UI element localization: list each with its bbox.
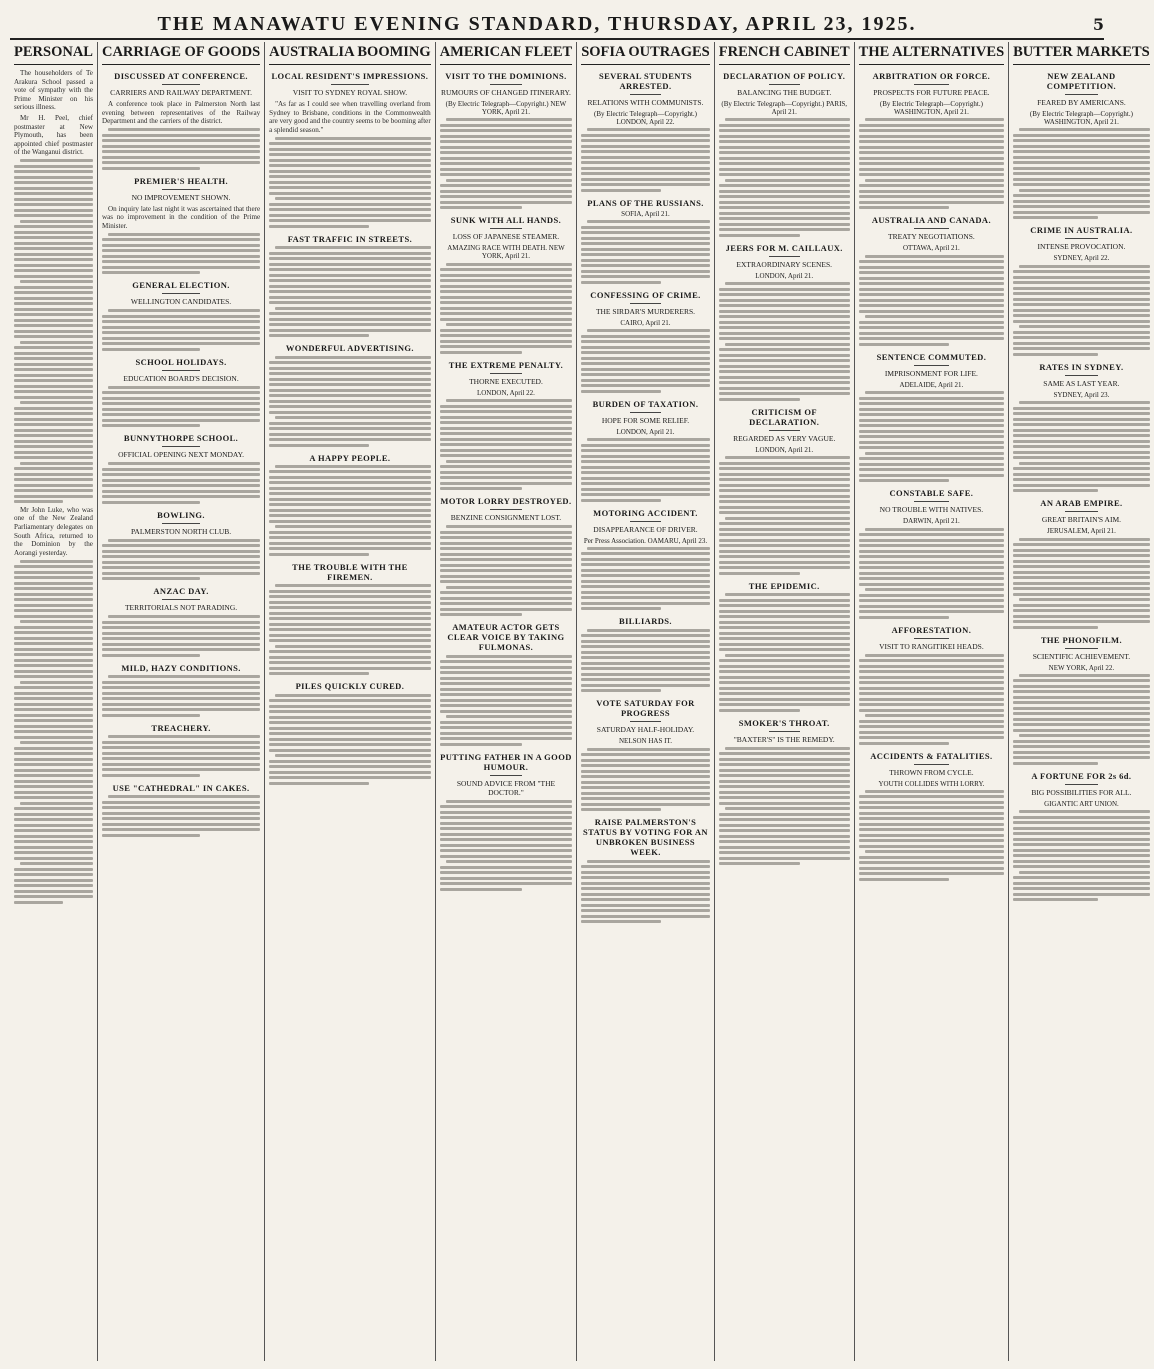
article-dateline: OTTAWA, April 21. <box>902 244 960 253</box>
article <box>1013 635 1150 765</box>
article <box>1013 771 1150 901</box>
article-headline: A HAPPY PEOPLE. <box>309 452 391 463</box>
article-subheadline: RUMOURS OF CHANGED ITINERARY. <box>441 88 571 97</box>
body-copy-lines <box>859 255 1004 346</box>
body-copy-lines <box>440 655 573 746</box>
newspaper-title: THE MANAWATU EVENING STANDARD, THURSDAY, APRIL 23, 1925. <box>157 12 917 35</box>
body-copy-lines <box>859 790 1004 881</box>
body-copy-lines <box>102 675 260 717</box>
body-copy-lines <box>859 391 1004 482</box>
article-headline: RATES IN SYDNEY. <box>1039 361 1124 372</box>
headline-rule <box>490 84 522 85</box>
article-dateline: (By Electric Telegraph—Copyright.) WASHINGTON, April 21. <box>879 100 983 116</box>
article-subheadline: THE SIRDAR'S MURDERERS. <box>595 306 696 316</box>
article-subheadline: THORNE EXECUTED. <box>469 376 543 386</box>
article-dateline: NELSON HAS IT. <box>619 737 672 746</box>
article-headline: ARBITRATION OR FORCE. <box>872 71 991 81</box>
body-copy-lines <box>859 118 1004 209</box>
body-copy-lines <box>581 128 710 192</box>
article-headline: NEW ZEALAND COMPETITION. <box>1046 71 1117 91</box>
body-copy-lines <box>1013 810 1150 901</box>
article-dateline: JERUSALEM, April 21. <box>1047 527 1116 536</box>
body-copy-lines <box>269 584 431 675</box>
article-paragraph: On inquiry late last night it was ascertained that there was no improvement in the condition of the Prime Minister. <box>101 204 261 230</box>
article-headline: DECLARATION OF POLICY. <box>723 71 846 81</box>
article-headline: PUTTING FATHER IN A GOOD HUMOUR. <box>440 751 572 772</box>
article-dateline: SYDNEY, April 22. <box>1053 254 1110 263</box>
article-dateline: DARWIN, April 21. <box>903 517 960 526</box>
article-headline: LOCAL RESIDENT'S IMPRESSIONS. <box>271 71 429 81</box>
article-subheadline: BENZINE CONSIGNMENT LOST. <box>450 513 562 523</box>
headline-rule <box>914 228 949 229</box>
column-heading: FRENCH CABINET <box>719 42 850 65</box>
article <box>269 343 431 446</box>
article-headline: TREACHERY. <box>151 722 211 733</box>
column-1 <box>10 42 98 1361</box>
article-subheadline: VISIT TO SYDNEY ROYAL SHOW. <box>292 88 408 97</box>
article-headline: ANZAC DAY. <box>153 586 209 597</box>
headline-rule <box>1065 648 1098 649</box>
headline-rule <box>490 228 522 229</box>
page-number: 5 <box>1092 14 1104 34</box>
article-headline: BUNNYTHORPE SCHOOL. <box>123 433 239 444</box>
headline-rule <box>914 365 949 366</box>
column-3 <box>265 42 436 1361</box>
article-subheadline: EXTRAORDINARY SCENES. <box>736 259 832 269</box>
article-headline: PREMIER'S HEALTH. <box>134 175 228 186</box>
body-copy-lines <box>440 800 573 891</box>
article-paragraph: The householders of Te Arakura School passed a vote of sympathy with the Prime Minister on his serious illness. <box>14 69 93 112</box>
column-heading: CARRIAGE OF GOODS <box>102 42 260 65</box>
headline-rule <box>490 373 522 374</box>
headline-rule <box>914 764 949 765</box>
body-copy-lines <box>719 282 850 401</box>
body-copy-lines <box>440 118 573 209</box>
article <box>102 663 260 717</box>
headline-rule <box>630 303 661 304</box>
article <box>859 352 1004 482</box>
newspaper-columns <box>10 42 1150 1361</box>
article-headline: AFFORESTATION. <box>891 624 972 635</box>
article <box>440 215 573 353</box>
article-headline: USE "CATHEDRAL" IN CAKES. <box>112 782 250 793</box>
article-headline: VISIT TO THE DOMINIONS. <box>445 71 567 81</box>
article-headline: PLANS OF THE RUSSIANS. <box>587 197 704 208</box>
column-heading: THE ALTERNATIVES <box>859 42 1004 65</box>
article-headline: AN ARAB EMPIRE. <box>1040 498 1123 509</box>
headline-rule <box>769 256 800 257</box>
article <box>269 234 431 337</box>
article <box>102 433 260 504</box>
article <box>102 586 260 657</box>
article-dateline: Per Press Association. OAMARU, April 23. <box>583 536 708 545</box>
article-subheadline: SAME AS LAST YEAR. <box>1043 378 1120 388</box>
headline-rule <box>914 501 949 502</box>
headline-rule <box>162 523 200 524</box>
article-subheadline: IMPRISONMENT FOR LIFE. <box>884 368 978 378</box>
article-subheadline: DISAPPEARANCE OF DRIVER. <box>593 524 698 534</box>
article-subheadline: LOSS OF JAPANESE STEAMER. <box>452 232 560 242</box>
article <box>1013 71 1150 219</box>
article-dateline: (By Electric Telegraph—Copyright.) WASHINGTON, April 21. <box>1029 110 1133 126</box>
article-subheadline: PROSPECTS FOR FUTURE PEACE. <box>873 88 990 97</box>
article-headline: AMATEUR ACTOR GETS CLEAR VOICE BY TAKING FULMONAS. <box>447 622 565 653</box>
article-headline: ACCIDENTS & FATALITIES. <box>870 750 993 761</box>
article-dateline: ADELAIDE, April 21. <box>899 380 964 389</box>
article <box>1013 362 1150 492</box>
headline-rule <box>769 84 800 85</box>
article <box>440 71 573 209</box>
article <box>859 71 1004 209</box>
article <box>269 562 431 675</box>
article-subheadline: TREATY NEGOTIATIONS. <box>888 232 975 242</box>
body-copy-lines <box>102 309 260 351</box>
article-dateline: SYDNEY, April 23. <box>1053 390 1110 399</box>
body-copy-lines <box>440 399 573 490</box>
body-copy-lines <box>269 465 431 556</box>
body-copy-lines <box>102 735 260 777</box>
article-headline: WONDERFUL ADVERTISING. <box>285 343 414 354</box>
article <box>859 751 1004 881</box>
headline-rule <box>1065 94 1098 95</box>
article <box>719 718 850 866</box>
body-copy-lines <box>14 159 93 503</box>
body-copy-lines <box>440 525 573 616</box>
headline-rule <box>1065 375 1098 376</box>
article-headline: DISCUSSED AT CONFERENCE. <box>114 71 248 81</box>
article-headline: AUSTRALIA AND CANADA. <box>871 215 991 226</box>
article-subheadline: SOUND ADVICE FROM "THE DOCTOR." <box>456 778 556 797</box>
article <box>102 783 260 837</box>
column-heading: BUTTER MARKETS <box>1013 42 1150 65</box>
article-subheadline: OFFICIAL OPENING NEXT MONDAY. <box>118 450 244 460</box>
body-copy-lines <box>102 462 260 504</box>
headline-rule <box>162 446 200 447</box>
article-subheadline: PALMERSTON NORTH CLUB. <box>130 526 232 536</box>
column-heading: PERSONAL <box>14 42 93 65</box>
article-dateline: (By Electric Telegraph—Copyright.) LONDON, April 22. <box>593 110 697 126</box>
article-subheadline: CARRIERS AND RAILWAY DEPARTMENT. <box>110 88 252 97</box>
article-headline: THE EPIDEMIC. <box>748 580 820 591</box>
article-subheadline: TERRITORIALS NOT PARADING. <box>124 603 238 613</box>
article-dateline: LONDON, April 21. <box>755 445 814 454</box>
article-paragraph: A conference took place in Palmerston North last evening between representatives of the Railway Department and the carriers of the district. <box>101 100 261 126</box>
article-subheadline: "BAXTER'S" IS THE REMEDY. <box>733 734 835 744</box>
article-dateline: LONDON, April 21. <box>755 271 814 280</box>
article-subheadline: HOPE FOR SOME RELIEF. <box>601 415 690 425</box>
article <box>102 357 260 428</box>
body-copy-lines <box>859 654 1004 745</box>
article-dateline: LONDON, April 22. <box>476 388 535 397</box>
body-copy-lines <box>102 233 260 275</box>
headline-rule <box>1065 511 1098 512</box>
article-dateline: (By Electric Telegraph—Copyright.) NEW YORK, April 21. <box>445 100 567 116</box>
article-headline: VOTE SATURDAY FOR PROGRESS <box>596 698 695 719</box>
article-subheadline: NO TROUBLE WITH NATIVES. <box>879 505 984 515</box>
article-headline: SENTENCE COMMUTED. <box>876 351 987 362</box>
article <box>581 71 710 192</box>
article-headline: THE PHONOFILM. <box>1040 634 1123 645</box>
article <box>102 280 260 351</box>
headline-rule <box>1065 238 1098 239</box>
article <box>719 407 850 575</box>
column-6 <box>715 42 855 1361</box>
body-copy-lines <box>269 356 431 447</box>
article-paragraph: "As far as I could see when travelling overland from Sydney to Brisbane, conditions in the Commonwealth are very good and the country seems to be booming after a splendid season." <box>269 100 431 134</box>
body-copy-lines <box>102 795 260 837</box>
headline-rule <box>162 599 200 600</box>
article <box>269 681 431 784</box>
article-paragraph: Mr H. Peel, chief postmaster at New Plymouth, has been appointed chief postmaster of the Wanganui district. <box>14 113 93 157</box>
article <box>14 506 93 904</box>
article-subheadline: GREAT BRITAIN'S AIM. <box>1041 515 1122 525</box>
article-headline: A FORTUNE FOR 2s 6d. <box>1031 770 1132 781</box>
headline-rule <box>162 293 200 294</box>
article <box>581 817 710 923</box>
article <box>581 698 710 811</box>
body-copy-lines <box>14 560 93 904</box>
column-5 <box>577 42 715 1361</box>
body-copy-lines <box>102 128 260 170</box>
article-headline: SCHOOL HOLIDAYS. <box>135 356 227 367</box>
article-subheadline: INTENSE PROVOCATION. <box>1037 242 1126 252</box>
column-heading: AMERICAN FLEET <box>440 42 573 65</box>
article <box>102 71 260 170</box>
headline-rule <box>490 509 522 510</box>
headline-rule <box>630 521 661 522</box>
body-copy-lines <box>1013 265 1150 356</box>
body-copy-lines <box>719 118 850 237</box>
body-copy-lines <box>1013 401 1150 492</box>
article-headline: FAST TRAFFIC IN STREETS. <box>287 233 413 244</box>
article-subheadline: BIG POSSIBILITIES FOR ALL. <box>1031 787 1132 797</box>
article-subheadline: FEARED BY AMERICANS. <box>1037 98 1126 107</box>
body-copy-lines <box>581 629 710 693</box>
article-subheadline: SATURDAY HALF-HOLIDAY. <box>596 725 695 735</box>
article-headline: THE TROUBLE WITH THE FIREMEN. <box>292 561 408 582</box>
article-subheadline: NO IMPROVEMENT SHOWN. <box>131 192 231 202</box>
article <box>719 581 850 712</box>
article-headline: SMOKER'S THROAT. <box>738 717 830 728</box>
article-headline: MILD, HAZY CONDITIONS. <box>121 662 241 673</box>
headline-rule <box>162 189 200 190</box>
article-headline: GENERAL ELECTION. <box>132 280 230 291</box>
article <box>14 69 93 503</box>
body-copy-lines <box>440 263 573 354</box>
article-dateline: CAIRO, April 21. <box>620 318 671 327</box>
body-copy-lines <box>1013 674 1150 765</box>
body-copy-lines <box>719 747 850 866</box>
article <box>269 453 431 556</box>
headline-rule <box>490 775 522 776</box>
article <box>859 488 1004 618</box>
column-heading: SOFIA OUTRAGES <box>581 42 710 65</box>
article <box>719 71 850 237</box>
article-dateline: GIGANTIC ART UNION. <box>1044 799 1119 808</box>
article-headline: JEERS FOR M. CAILLAUX. <box>725 242 843 253</box>
article <box>581 616 710 692</box>
article-headline: SEVERAL STUDENTS ARRESTED. <box>598 71 693 91</box>
article-headline: BOWLING. <box>157 509 205 520</box>
headline-rule <box>630 412 661 413</box>
article <box>859 215 1004 345</box>
article-headline: BURDEN OF TAXATION. <box>592 398 699 409</box>
article-headline: RAISE PALMERSTON'S STATUS BY VOTING FOR AN UNBROKEN BUSINESS WEEK. <box>583 817 708 858</box>
body-copy-lines <box>269 694 431 785</box>
article <box>581 508 710 611</box>
column-4 <box>436 42 578 1361</box>
article-subheadline: BALANCING THE BUDGET. <box>737 88 832 97</box>
article <box>719 243 850 401</box>
body-copy-lines <box>719 456 850 575</box>
body-copy-lines <box>1013 538 1150 629</box>
body-copy-lines <box>581 438 710 502</box>
body-copy-lines <box>581 748 710 812</box>
headline-rule <box>914 84 949 85</box>
column-2 <box>98 42 265 1361</box>
headline-rule <box>914 638 949 639</box>
article-subheadline: SCIENTIFIC ACHIEVEMENT. <box>1032 651 1131 661</box>
article-subheadline: EDUCATION BOARD'S DECISION. <box>123 373 239 383</box>
article-headline: CONSTABLE SAFE. <box>889 488 974 499</box>
article <box>440 622 573 745</box>
body-copy-lines <box>719 593 850 712</box>
headline-rule <box>331 84 370 85</box>
article <box>102 510 260 581</box>
headline-rule <box>769 430 800 431</box>
article-dateline: LONDON, April 21. <box>616 427 675 436</box>
article <box>269 71 431 228</box>
article <box>1013 498 1150 628</box>
article-subheadline: THROWN FROM CYCLE. <box>889 767 974 777</box>
article-subheadline: WELLINGTON CANDIDATES. <box>130 297 232 307</box>
article-headline: THE EXTREME PENALTY. <box>448 359 564 370</box>
article <box>102 176 260 275</box>
column-heading: AUSTRALIA BOOMING <box>269 42 431 65</box>
body-copy-lines <box>581 220 710 284</box>
body-copy-lines <box>269 137 431 228</box>
body-copy-lines <box>859 528 1004 619</box>
article-dateline: NEW YORK, April 22. <box>1048 663 1115 672</box>
article-headline: BILLIARDS. <box>619 616 672 627</box>
article-headline: MOTORING ACCIDENT. <box>593 507 698 518</box>
column-8 <box>1009 42 1154 1361</box>
article <box>581 399 710 502</box>
headline-rule <box>769 731 800 732</box>
article-dateline: AMAZING RACE WITH DEATH. NEW YORK, April 21. <box>447 244 565 261</box>
article-paragraph: Mr John Luke, who was one of the New Zealand Parliamentary delegates on South Africa, returned to the Dominion by the Aorangi yesterday. <box>14 505 93 557</box>
headline-rule <box>162 84 200 85</box>
article <box>440 360 573 490</box>
article <box>102 723 260 777</box>
article <box>581 198 710 284</box>
body-copy-lines <box>102 386 260 428</box>
headline-rule <box>630 721 661 722</box>
masthead <box>10 10 1104 40</box>
article-dateline: (By Electric Telegraph—Copyright.) PARIS, April 21. <box>721 100 848 116</box>
article-headline: PILES QUICKLY CURED. <box>295 681 405 692</box>
article-subheadline: VISIT TO RANGITIKEI HEADS. <box>879 641 984 651</box>
article <box>440 496 573 616</box>
article <box>859 625 1004 745</box>
body-copy-lines <box>102 615 260 657</box>
column-7 <box>855 42 1009 1361</box>
body-copy-lines <box>102 539 260 581</box>
body-copy-lines <box>581 547 710 611</box>
article <box>1013 225 1150 355</box>
article-subheadline: REGARDED AS VERY VAGUE. <box>733 433 836 443</box>
headline-rule <box>162 370 200 371</box>
article <box>440 752 573 891</box>
headline-rule <box>1065 784 1098 785</box>
article-subheadline: RELATIONS WITH COMMUNISTS. <box>587 98 704 107</box>
article-headline: CRIME IN AUSTRALIA. <box>1030 225 1133 236</box>
article-headline: CRITICISM OF DECLARATION. <box>749 406 820 427</box>
body-copy-lines <box>269 246 431 337</box>
article <box>581 290 710 393</box>
article-headline: CONFESSING OF CRIME. <box>590 289 701 300</box>
article-dateline: YOUTH COLLIDES WITH LORRY. <box>878 779 985 788</box>
body-copy-lines <box>581 329 710 393</box>
article-headline: SUNK WITH ALL HANDS. <box>450 215 562 226</box>
article-headline: MOTOR LORRY DESTROYED. <box>440 496 572 507</box>
body-copy-lines <box>581 860 710 924</box>
body-copy-lines <box>1013 128 1150 219</box>
article-dateline: SOFIA, April 21. <box>621 209 670 218</box>
headline-rule <box>630 94 661 95</box>
